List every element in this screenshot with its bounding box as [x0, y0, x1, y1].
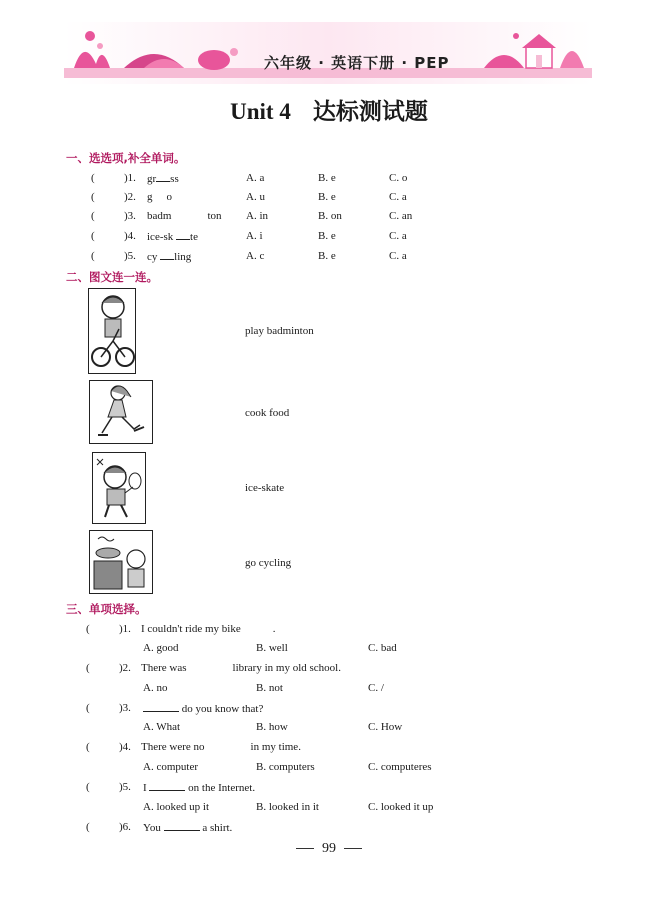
answer-blank[interactable] [149, 780, 185, 791]
section-3-heading: 三、单项选择。 [66, 602, 147, 616]
match-label-cook-food[interactable]: cook food [245, 407, 290, 419]
section-3-item: ( )5. I on the Internet. [86, 781, 256, 794]
answer-blank[interactable] [176, 229, 190, 240]
cycling-boy-image [88, 288, 136, 374]
answer-blank[interactable] [153, 190, 167, 200]
unit-name: 达标测试题 [312, 99, 428, 125]
section-1-item: ( )3. badm ton A. in B. on C. an [91, 210, 413, 222]
section-1-item: ( )4. ice-sk te A. i B. e C. a [91, 230, 407, 243]
section-3-options: A. What B. how C. How [143, 721, 403, 733]
cooking-boy-image [89, 530, 153, 594]
answer-blank[interactable] [187, 661, 233, 671]
section-1-item: ( )2. g o A. u B. e C. a [91, 191, 407, 203]
answer-blank[interactable] [164, 820, 200, 831]
unit-number: Unit 4 [230, 99, 291, 124]
section-1-item: ( )5. cy ling A. c B. e C. a [91, 250, 407, 263]
section-3-item: ( )3. do you know that? [86, 702, 264, 715]
section-3-options: A. computer B. computers C. computeres [143, 761, 432, 773]
section-3-item: ( )1. I couldn't ride my bike . [86, 623, 276, 635]
badminton-boy-image [92, 452, 146, 524]
answer-blank[interactable] [205, 740, 251, 750]
section-1-heading: 一、选选项,补全单词。 [66, 151, 186, 165]
section-3-options: A. no B. not C. / [143, 682, 384, 694]
section-3-options: A. good B. well C. bad [143, 642, 397, 654]
skating-girl-image [89, 380, 153, 444]
section-1-item: ( )1. gr ss A. a B. e C. o [91, 172, 408, 185]
answer-blank[interactable] [143, 701, 179, 712]
section-3-item: ( )4. There were no in my time. [86, 741, 301, 753]
banner-title: 六年级 · 英语下册 · PEP [264, 54, 450, 72]
section-3-item: ( )2. There was library in my old school. [86, 662, 341, 674]
answer-blank[interactable] [156, 171, 170, 182]
match-label-go-cycling[interactable]: go cycling [245, 557, 292, 569]
page-title [0, 93, 658, 126]
section-3-item: ( )6. You a shirt. [86, 821, 233, 834]
match-label-ice-skate[interactable]: ice-skate [245, 482, 285, 494]
page-number: 99 [0, 841, 658, 857]
section-2-heading: 二、图文连一连。 [66, 270, 158, 284]
answer-blank[interactable] [160, 249, 174, 260]
match-label-play-badminton[interactable]: play badminton [245, 325, 314, 337]
answer-blank[interactable] [171, 209, 207, 219]
section-3-options: A. looked up it B. looked in it C. looked it up [143, 801, 434, 813]
answer-blank[interactable] [241, 622, 273, 632]
